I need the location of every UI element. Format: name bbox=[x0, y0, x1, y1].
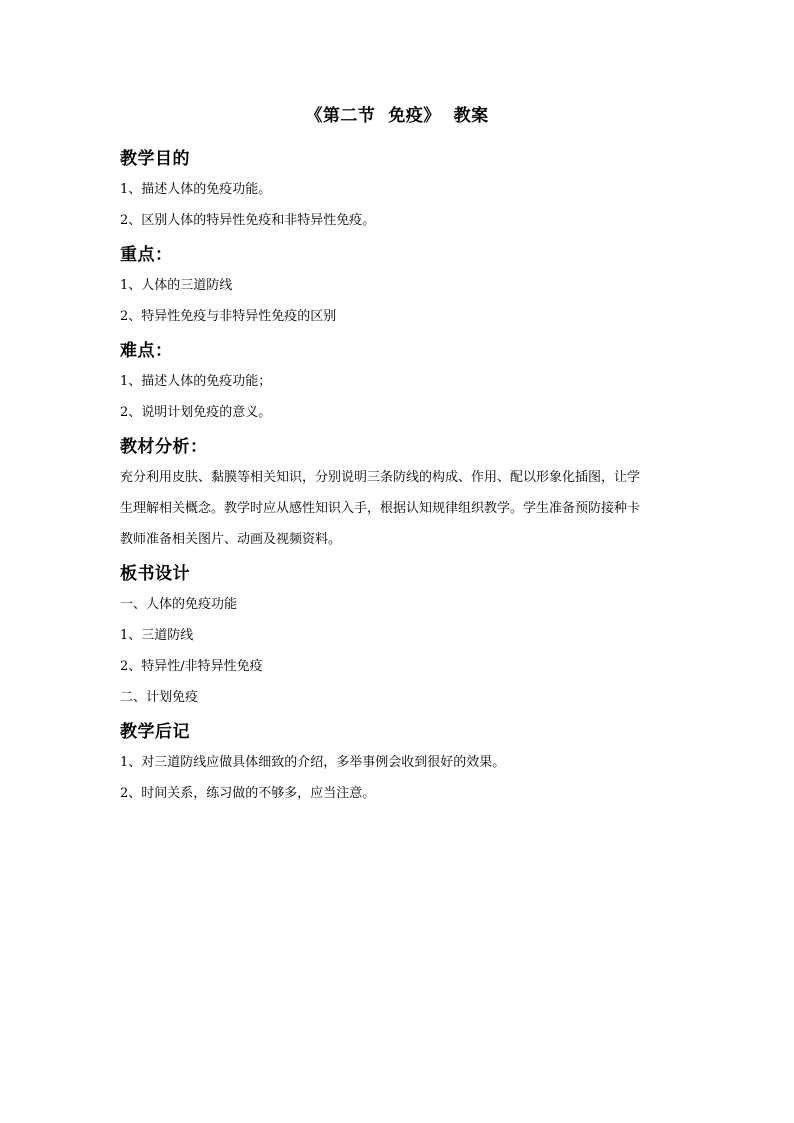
blackboard-line: 一、人体的免疫功能 bbox=[120, 597, 238, 612]
difficult-point-line: 1、描述人体的免疫功能； bbox=[120, 374, 272, 389]
key-point-line: 2、特异性免疫与非特异性免疫的区别 bbox=[120, 309, 337, 324]
section-material-analysis bbox=[120, 434, 680, 550]
section-heading: 难点： bbox=[120, 341, 173, 361]
blackboard-line: 1、三道防线 bbox=[120, 628, 194, 643]
analysis-line: 教师准备相关图片、动画及视频资料。 bbox=[120, 532, 342, 547]
analysis-line: 充分利用皮肤、黏膜等相关知识，分别说明三条防线的构成、作用、配以形象化插图，让学 bbox=[120, 470, 641, 485]
document-body bbox=[120, 146, 680, 815]
section-difficult-points bbox=[120, 338, 680, 423]
section-heading: 重点： bbox=[120, 245, 173, 265]
section-heading: 教学目的 bbox=[120, 149, 190, 169]
section-heading: 教学后记 bbox=[120, 722, 190, 742]
section-blackboard-design bbox=[120, 561, 680, 708]
section-teaching-reflection bbox=[120, 719, 680, 804]
objective-line: 1、描述人体的免疫功能。 bbox=[120, 182, 272, 197]
document-title: 《第二节 免疫》 教案 bbox=[305, 106, 489, 126]
section-heading: 教材分析： bbox=[120, 437, 208, 457]
section-teaching-objectives bbox=[120, 146, 680, 231]
blackboard-line: 2、特异性/非特异性免疫 bbox=[120, 659, 263, 674]
objective-line: 2、区别人体的特异性免疫和非特异性免疫。 bbox=[120, 213, 376, 228]
section-key-points bbox=[120, 242, 680, 327]
difficult-point-line: 2、说明计划免疫的意义。 bbox=[120, 405, 272, 420]
analysis-line: 生理解相关概念。教学时应从感性知识入手，根据认知规律组织教学。学生准备预防接种卡 bbox=[120, 501, 641, 516]
reflection-line: 2、时间关系，练习做的不够多，应当注意。 bbox=[120, 786, 376, 801]
key-point-line: 1、人体的三道防线 bbox=[120, 278, 233, 293]
section-heading: 板书设计 bbox=[120, 564, 190, 584]
reflection-line: 1、对三道防线应做具体细致的介绍，多举事例会收到很好的效果。 bbox=[120, 755, 506, 770]
blackboard-line: 二、计划免疫 bbox=[120, 690, 199, 705]
